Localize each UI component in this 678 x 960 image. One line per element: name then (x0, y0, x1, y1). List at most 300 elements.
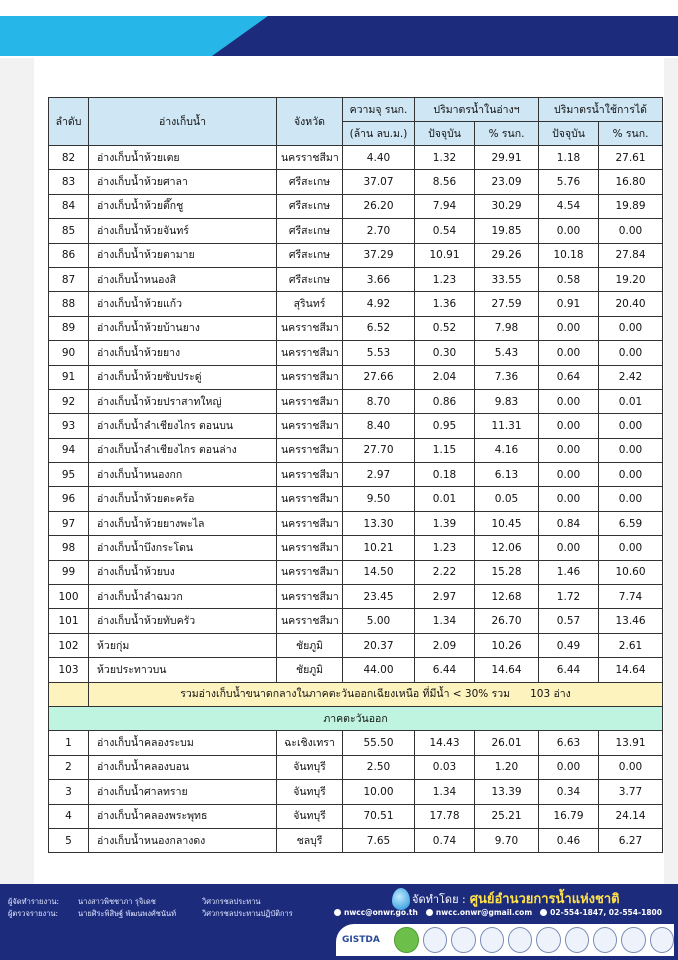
province-name: นครราชสีมา (277, 389, 343, 413)
capacity-value: 27.70 (343, 438, 415, 462)
table-row (49, 414, 663, 438)
storage-percent: 30.29 (475, 194, 539, 218)
storage-percent: 26.70 (475, 609, 539, 633)
footer-credits (8, 896, 322, 920)
storage-current: 1.34 (415, 780, 475, 804)
table-row (49, 585, 663, 609)
province-name: นครราชสีมา (277, 536, 343, 560)
reservoir-name: อ่างเก็บน้ำห้วยปราสาทใหญ่ (89, 389, 277, 413)
province-name: นครราชสีมา (277, 365, 343, 389)
usable-current: 0.00 (539, 316, 599, 340)
usable-percent: 20.40 (599, 292, 663, 316)
capacity-value: 5.53 (343, 341, 415, 365)
province-name: นครราชสีมา (277, 341, 343, 365)
storage-percent: 7.36 (475, 365, 539, 389)
capacity-value: 27.66 (343, 365, 415, 389)
storage-percent: 12.06 (475, 536, 539, 560)
table-row (49, 316, 663, 340)
footer (0, 884, 678, 960)
globe-icon (334, 909, 341, 916)
header-province: จังหวัด (277, 98, 343, 146)
reservoir-name: อ่างเก็บน้ำลำเชียงไกร ตอนล่าง (89, 438, 277, 462)
storage-percent: 26.01 (475, 731, 539, 755)
header-usable: ปริมาตรน้ำใช้การได้ (539, 98, 663, 122)
reservoir-name: ห้วยประทาวบน (89, 658, 277, 682)
storage-current: 2.09 (415, 633, 475, 657)
row-number: 2 (49, 755, 89, 779)
province-name: ชัยภูมิ (277, 658, 343, 682)
partner-logo-3 (451, 927, 475, 953)
usable-current: 0.00 (539, 389, 599, 413)
storage-percent: 5.43 (475, 341, 539, 365)
row-number: 83 (49, 170, 89, 194)
row-number: 101 (49, 609, 89, 633)
usable-current: 1.72 (539, 585, 599, 609)
reservoir-name: อ่างเก็บน้ำห้วยแก้ว (89, 292, 277, 316)
usable-percent: 2.61 (599, 633, 663, 657)
capacity-value: 4.92 (343, 292, 415, 316)
table-row (49, 731, 663, 755)
capacity-value: 2.50 (343, 755, 415, 779)
storage-current: 17.78 (415, 804, 475, 828)
agency-title (412, 888, 620, 909)
section-row (49, 706, 663, 730)
checker-role: วิศวกรชลประทานปฏิบัติการ (202, 909, 293, 918)
left-margin (0, 58, 34, 888)
usable-percent: 19.20 (599, 267, 663, 291)
province-name: นครราชสีมา (277, 585, 343, 609)
province-name: นครราชสีมา (277, 560, 343, 584)
capacity-value: 37.29 (343, 243, 415, 267)
reservoir-name: อ่างเก็บน้ำห้วยเตย (89, 146, 277, 170)
reservoir-name: อ่างเก็บน้ำห้วยจันทร์ (89, 219, 277, 243)
province-name: ฉะเชิงเทรา (277, 731, 343, 755)
storage-percent: 29.91 (475, 146, 539, 170)
capacity-value: 37.07 (343, 170, 415, 194)
usable-percent: 3.77 (599, 780, 663, 804)
usable-percent: 0.00 (599, 316, 663, 340)
storage-percent: 27.59 (475, 292, 539, 316)
province-name: นครราชสีมา (277, 146, 343, 170)
row-number: 86 (49, 243, 89, 267)
usable-current: 1.46 (539, 560, 599, 584)
northeast-rows (49, 146, 663, 683)
checker-name: นายศิระพิสิษฐ์ พัฒนพงศ์ชนันท์ (78, 909, 177, 918)
partner-logo-9 (621, 927, 645, 953)
capacity-value: 5.00 (343, 609, 415, 633)
storage-current: 0.74 (415, 828, 475, 852)
storage-current: 1.32 (415, 146, 475, 170)
usable-percent: 7.74 (599, 585, 663, 609)
usable-current: 0.34 (539, 780, 599, 804)
row-number: 99 (49, 560, 89, 584)
capacity-value: 2.70 (343, 219, 415, 243)
row-number: 96 (49, 487, 89, 511)
usable-current: 1.18 (539, 146, 599, 170)
province-name: ศรีสะเกษ (277, 170, 343, 194)
usable-percent: 13.91 (599, 731, 663, 755)
capacity-value: 9.50 (343, 487, 415, 511)
province-name: ศรีสะเกษ (277, 243, 343, 267)
usable-percent: 24.14 (599, 804, 663, 828)
reservoir-name: ห้วยกุ่ม (89, 633, 277, 657)
table-row (49, 243, 663, 267)
header-storage-percent: % รนก. (475, 122, 539, 146)
reservoir-name: อ่างเก็บน้ำหนองสิ (89, 267, 277, 291)
reservoir-name: อ่างเก็บน้ำคลองบอน (89, 755, 277, 779)
header-capacity: ความจุ รนก. (343, 98, 415, 122)
water-drop-icon (392, 888, 410, 910)
usable-current: 0.00 (539, 463, 599, 487)
usable-percent: 6.27 (599, 828, 663, 852)
storage-percent: 15.28 (475, 560, 539, 584)
usable-percent: 16.80 (599, 170, 663, 194)
reservoir-name: อ่างเก็บน้ำคลองพระพุทธ (89, 804, 277, 828)
storage-percent: 1.20 (475, 755, 539, 779)
usable-current: 0.46 (539, 828, 599, 852)
storage-current: 0.01 (415, 487, 475, 511)
row-number: 89 (49, 316, 89, 340)
partner-logos (336, 924, 674, 956)
partner-logo-2 (423, 927, 447, 953)
storage-current: 1.39 (415, 511, 475, 535)
agency-prefix: จัดทำโดย : (412, 892, 466, 906)
storage-current: 1.23 (415, 536, 475, 560)
table-row (49, 487, 663, 511)
usable-percent: 0.00 (599, 219, 663, 243)
storage-percent: 9.70 (475, 828, 539, 852)
usable-percent: 13.46 (599, 609, 663, 633)
storage-current: 0.03 (415, 755, 475, 779)
province-name: จันทบุรี (277, 755, 343, 779)
usable-current: 0.91 (539, 292, 599, 316)
storage-current: 2.04 (415, 365, 475, 389)
capacity-value: 4.40 (343, 146, 415, 170)
usable-current: 0.00 (539, 414, 599, 438)
partner-logo-7 (565, 927, 589, 953)
province-name: นครราชสีมา (277, 487, 343, 511)
usable-percent: 0.00 (599, 438, 663, 462)
table-row (49, 341, 663, 365)
usable-current: 0.84 (539, 511, 599, 535)
partner-logo-8 (593, 927, 617, 953)
storage-percent: 12.68 (475, 585, 539, 609)
row-number: 98 (49, 536, 89, 560)
capacity-value: 8.40 (343, 414, 415, 438)
row-number: 95 (49, 463, 89, 487)
row-number: 5 (49, 828, 89, 852)
row-number: 100 (49, 585, 89, 609)
storage-current: 1.23 (415, 267, 475, 291)
capacity-value: 14.50 (343, 560, 415, 584)
province-name: นครราชสีมา (277, 316, 343, 340)
storage-current: 10.91 (415, 243, 475, 267)
reservoir-name: อ่างเก็บน้ำลำเชียงไกร ตอนบน (89, 414, 277, 438)
storage-percent: 0.05 (475, 487, 539, 511)
usable-percent: 0.00 (599, 536, 663, 560)
reservoir-name: อ่างเก็บน้ำห้วยตึ๊กชู (89, 194, 277, 218)
usable-percent: 0.01 (599, 389, 663, 413)
reservoir-name: อ่างเก็บน้ำห้วยตะคร้อ (89, 487, 277, 511)
storage-percent: 6.13 (475, 463, 539, 487)
header-capacity-unit: (ล้าน ลบ.ม.) (343, 122, 415, 146)
capacity-value: 44.00 (343, 658, 415, 682)
province-name: ชลบุรี (277, 828, 343, 852)
usable-current: 6.63 (539, 731, 599, 755)
usable-percent: 27.61 (599, 146, 663, 170)
reservoir-name: อ่างเก็บน้ำบึงกระโดน (89, 536, 277, 560)
capacity-value: 70.51 (343, 804, 415, 828)
storage-current: 0.86 (415, 389, 475, 413)
producer-role: วิศวกรชลประทาน (202, 897, 261, 906)
right-margin (664, 58, 678, 888)
reservoir-name: อ่างเก็บน้ำห้วยบง (89, 560, 277, 584)
table-row (49, 267, 663, 291)
usable-percent: 2.42 (599, 365, 663, 389)
province-name: ศรีสะเกษ (277, 194, 343, 218)
storage-current: 0.18 (415, 463, 475, 487)
mail-icon (426, 909, 433, 916)
storage-percent: 19.85 (475, 219, 539, 243)
table-row (49, 365, 663, 389)
summary-text: รวมอ่างเก็บน้ำขนาดกลางในภาคตะวันออกเฉียงเหนือ ที่มีน้ำ < 30% รวม 103 อ่าง (89, 682, 663, 706)
row-number: 94 (49, 438, 89, 462)
province-name: นครราชสีมา (277, 609, 343, 633)
row-number: 97 (49, 511, 89, 535)
header-usable-percent: % รนก. (599, 122, 663, 146)
partner-logo-10 (650, 927, 674, 953)
usable-current: 16.79 (539, 804, 599, 828)
contact-bar (334, 908, 662, 917)
capacity-value: 7.65 (343, 828, 415, 852)
storage-current: 1.34 (415, 609, 475, 633)
usable-percent: 0.00 (599, 463, 663, 487)
website-text: nwcc@onwr.go.th (344, 908, 418, 917)
usable-current: 0.58 (539, 267, 599, 291)
row-number: 90 (49, 341, 89, 365)
reservoir-name: อ่างเก็บน้ำศาลทราย (89, 780, 277, 804)
province-name: ศรีสะเกษ (277, 219, 343, 243)
east-rows (49, 731, 663, 853)
storage-percent: 10.45 (475, 511, 539, 535)
usable-current: 0.00 (539, 341, 599, 365)
storage-percent: 25.21 (475, 804, 539, 828)
province-name: นครราชสีมา (277, 438, 343, 462)
gistda-logo: GISTDA (342, 935, 380, 945)
capacity-value: 3.66 (343, 267, 415, 291)
row-number: 88 (49, 292, 89, 316)
table-row (49, 194, 663, 218)
section-title: ภาคตะวันออก (49, 706, 663, 730)
top-banner (0, 0, 678, 58)
storage-percent: 29.26 (475, 243, 539, 267)
row-number: 82 (49, 146, 89, 170)
row-number: 84 (49, 194, 89, 218)
reservoir-name: อ่างเก็บน้ำห้วยยาง (89, 341, 277, 365)
table-row (49, 146, 663, 170)
phone-text: 02-554-1847, 02-554-1800 (550, 908, 662, 917)
table-row (49, 755, 663, 779)
website-contact[interactable] (334, 908, 418, 917)
row-number: 4 (49, 804, 89, 828)
table-row (49, 511, 663, 535)
storage-current: 2.97 (415, 585, 475, 609)
table-row (49, 536, 663, 560)
usable-current: 0.00 (539, 219, 599, 243)
storage-current: 8.56 (415, 170, 475, 194)
banner-navy-stripe (212, 16, 678, 56)
province-name: ชัยภูมิ (277, 633, 343, 657)
usable-percent: 14.64 (599, 658, 663, 682)
storage-current: 6.44 (415, 658, 475, 682)
capacity-value: 26.20 (343, 194, 415, 218)
row-number: 87 (49, 267, 89, 291)
capacity-value: 10.00 (343, 780, 415, 804)
header-usable-current: ปัจจุบัน (539, 122, 599, 146)
reservoir-table (48, 97, 663, 853)
reservoir-name: อ่างเก็บน้ำห้วยศาลา (89, 170, 277, 194)
storage-percent: 4.16 (475, 438, 539, 462)
partner-logo-6 (536, 927, 560, 953)
province-name: จันทบุรี (277, 804, 343, 828)
table-row (49, 780, 663, 804)
usable-percent: 0.00 (599, 414, 663, 438)
phone-icon (540, 909, 547, 916)
usable-percent: 0.00 (599, 341, 663, 365)
capacity-value: 10.21 (343, 536, 415, 560)
storage-percent: 23.09 (475, 170, 539, 194)
usable-percent: 10.60 (599, 560, 663, 584)
usable-percent: 27.84 (599, 243, 663, 267)
reservoir-name: อ่างเก็บน้ำห้วยตามาย (89, 243, 277, 267)
summary-block (49, 682, 663, 731)
agency-name: ศูนย์อำนวยการน้ำแห่งชาติ (469, 892, 620, 907)
capacity-value: 8.70 (343, 389, 415, 413)
table-header (49, 98, 663, 146)
header-name: อ่างเก็บน้ำ (89, 98, 277, 146)
capacity-value: 55.50 (343, 731, 415, 755)
partner-logo-4 (480, 927, 504, 953)
capacity-value: 20.37 (343, 633, 415, 657)
table-row (49, 560, 663, 584)
reservoir-name: อ่างเก็บน้ำลำฉมวก (89, 585, 277, 609)
reservoir-name: อ่างเก็บน้ำคลองระบม (89, 731, 277, 755)
capacity-value: 13.30 (343, 511, 415, 535)
row-number: 93 (49, 414, 89, 438)
partner-logo-leaf (394, 927, 418, 953)
table-row (49, 389, 663, 413)
table-row (49, 633, 663, 657)
usable-current: 0.00 (539, 438, 599, 462)
storage-current: 1.36 (415, 292, 475, 316)
row-number: 91 (49, 365, 89, 389)
usable-current: 0.00 (539, 536, 599, 560)
storage-percent: 14.64 (475, 658, 539, 682)
table-row (49, 804, 663, 828)
row-number: 85 (49, 219, 89, 243)
reservoir-name: อ่างเก็บน้ำหนองกลางดง (89, 828, 277, 852)
phone-contact[interactable] (540, 908, 662, 917)
usable-current: 6.44 (539, 658, 599, 682)
storage-percent: 11.31 (475, 414, 539, 438)
usable-current: 0.49 (539, 633, 599, 657)
storage-current: 0.52 (415, 316, 475, 340)
reservoir-name: อ่างเก็บน้ำห้วยทับครัว (89, 609, 277, 633)
row-number: 102 (49, 633, 89, 657)
province-name: ศรีสะเกษ (277, 267, 343, 291)
table-row (49, 463, 663, 487)
table-row (49, 828, 663, 852)
usable-current: 0.64 (539, 365, 599, 389)
usable-percent: 6.59 (599, 511, 663, 535)
producer-name: นางสาวพิชชาภา รุจิเดช (78, 897, 156, 906)
capacity-value: 23.45 (343, 585, 415, 609)
province-name: สุรินทร์ (277, 292, 343, 316)
capacity-value: 6.52 (343, 316, 415, 340)
summary-spacer (49, 682, 89, 706)
storage-percent: 13.39 (475, 780, 539, 804)
table-row (49, 292, 663, 316)
table-row (49, 170, 663, 194)
table-row (49, 219, 663, 243)
province-name: นครราชสีมา (277, 414, 343, 438)
storage-current: 1.15 (415, 438, 475, 462)
storage-percent: 10.26 (475, 633, 539, 657)
usable-current: 10.18 (539, 243, 599, 267)
usable-current: 5.76 (539, 170, 599, 194)
province-name: นครราชสีมา (277, 463, 343, 487)
table-row (49, 438, 663, 462)
header-storage: ปริมาตรน้ำในอ่างฯ (415, 98, 539, 122)
storage-current: 14.43 (415, 731, 475, 755)
usable-percent: 19.89 (599, 194, 663, 218)
table-row (49, 609, 663, 633)
producer-label: ผู้จัดทำรายงาน: (8, 897, 59, 906)
reservoir-name: อ่างเก็บน้ำห้วยซับประดู่ (89, 365, 277, 389)
storage-current: 0.54 (415, 219, 475, 243)
storage-current: 2.22 (415, 560, 475, 584)
usable-current: 0.57 (539, 609, 599, 633)
storage-current: 7.94 (415, 194, 475, 218)
province-name: จันทบุรี (277, 780, 343, 804)
storage-current: 0.30 (415, 341, 475, 365)
email-contact[interactable] (426, 908, 532, 917)
checker-label: ผู้ตรวจรายงาน: (8, 909, 59, 918)
storage-current: 0.95 (415, 414, 475, 438)
storage-percent: 9.83 (475, 389, 539, 413)
province-name: นครราชสีมา (277, 511, 343, 535)
summary-row (49, 682, 663, 706)
email-text: nwcc.onwr@gmail.com (435, 908, 533, 917)
table-row (49, 658, 663, 682)
row-number: 92 (49, 389, 89, 413)
usable-percent: 0.00 (599, 487, 663, 511)
reservoir-name: อ่างเก็บน้ำหนองกก (89, 463, 277, 487)
reservoir-name: อ่างเก็บน้ำห้วยบ้านยาง (89, 316, 277, 340)
usable-percent: 0.00 (599, 755, 663, 779)
partner-logo-5 (508, 927, 532, 953)
header-storage-current: ปัจจุบัน (415, 122, 475, 146)
reservoir-name: อ่างเก็บน้ำห้วยยางพะไล (89, 511, 277, 535)
header-no: ลำดับ (49, 98, 89, 146)
usable-current: 0.00 (539, 755, 599, 779)
storage-percent: 33.55 (475, 267, 539, 291)
usable-current: 0.00 (539, 487, 599, 511)
storage-percent: 7.98 (475, 316, 539, 340)
capacity-value: 2.97 (343, 463, 415, 487)
row-number: 3 (49, 780, 89, 804)
usable-current: 4.54 (539, 194, 599, 218)
